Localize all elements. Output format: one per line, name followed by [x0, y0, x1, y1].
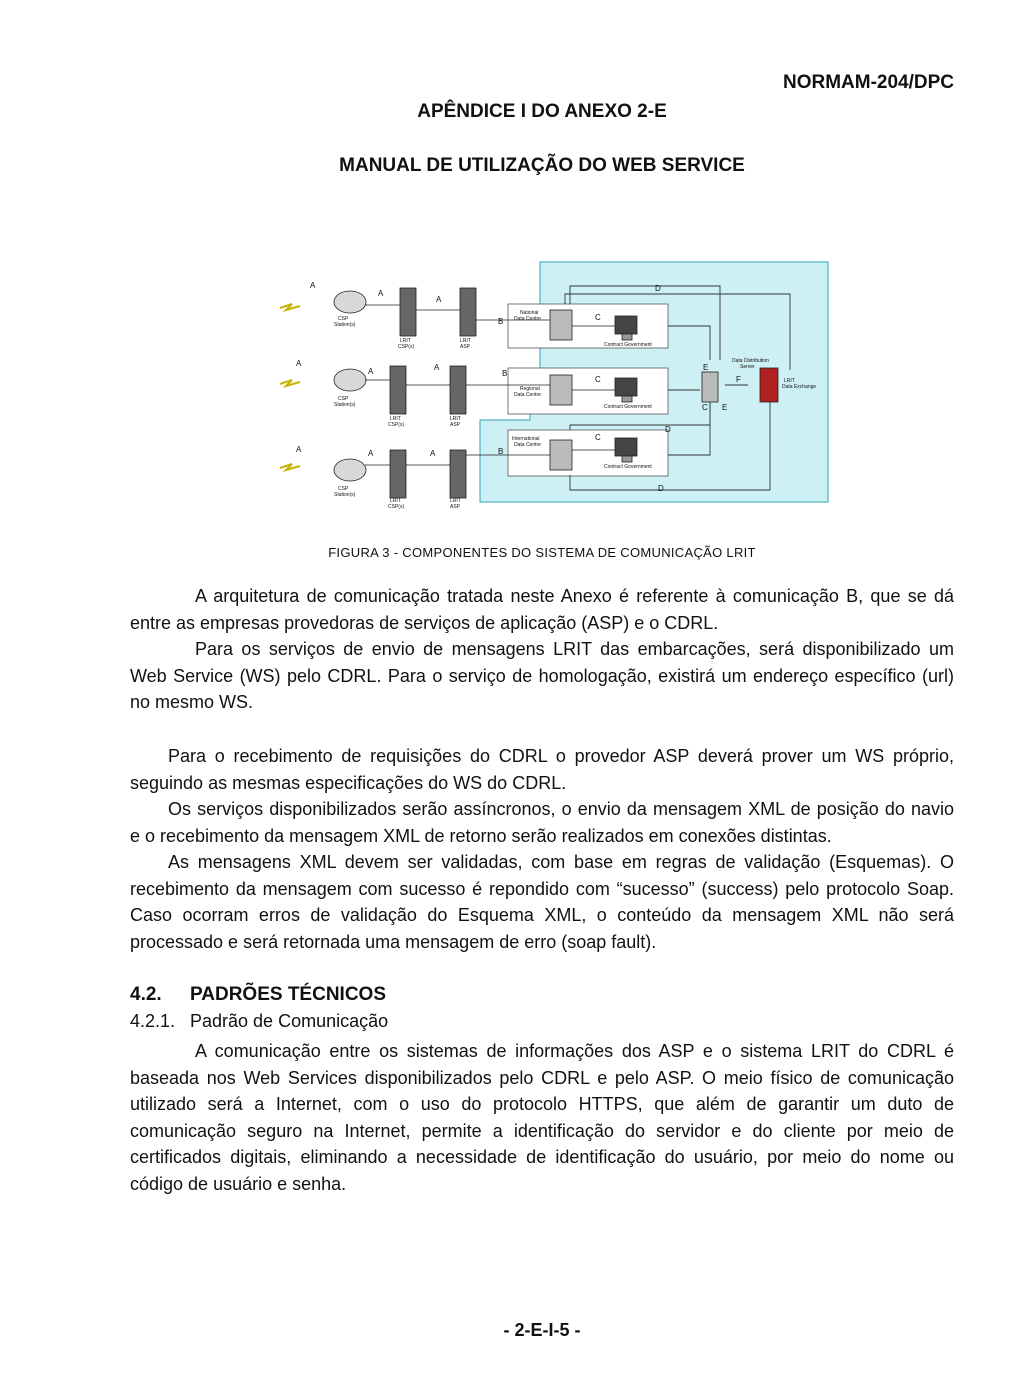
- lrit-csp-s-label-3: CSP(s): [388, 504, 405, 510]
- label-a-5: A: [368, 367, 374, 376]
- paragraph-2: Para os serviços de envio de mensagens LRIT das embarcações, será disponibilizado um Web Service (WS) pelo CDRL. Para o serviço de homologação, existirá um endereço específico (url) no mesmo WS.: [130, 639, 954, 712]
- label-a-6: A: [434, 363, 440, 372]
- section-number: 4.2.: [130, 984, 162, 1005]
- page-number: - 2-E-I-5 -: [503, 1320, 581, 1340]
- national-dc-label-2: Data Centre: [514, 316, 541, 322]
- regional-dc-label-2: Data Centre: [514, 392, 541, 398]
- ide-label-2: Data Exchange: [782, 384, 817, 390]
- international-dc-label-2: Data Centre: [514, 442, 541, 448]
- figure-caption: FIGURA 3 - COMPONENTES DO SISTEMA DE COMUNICAÇÃO LRIT: [328, 545, 756, 560]
- paragraph-block-3: [130, 1038, 954, 1197]
- lrit-csp-label-3: LRIT: [390, 498, 401, 504]
- regional-dc-label-1: Regional: [520, 386, 540, 392]
- label-d-3: D: [658, 484, 664, 493]
- lrit-asp-label-2: LRIT: [450, 416, 461, 422]
- contracting-gov-label-2: Contract Government: [604, 404, 652, 410]
- lrit-csp-s-label-1: CSP(s): [398, 344, 415, 350]
- lrit-csp-label-2: LRIT: [390, 416, 401, 422]
- section-title: PADRÕES TÉCNICOS: [190, 984, 387, 1005]
- label-b-2: B: [502, 369, 508, 378]
- label-a-1: A: [310, 281, 316, 290]
- asp-label-1: ASP: [460, 344, 471, 350]
- international-dc-label-1: International: [512, 436, 540, 442]
- lrit-asp-label-1: LRIT: [460, 338, 471, 344]
- label-c-4: C: [702, 403, 708, 412]
- dds-label-1: Data Distribution: [732, 358, 769, 364]
- label-a-4: A: [296, 359, 302, 368]
- label-c-2: C: [595, 375, 601, 384]
- csp-stations-label-3: Station(s): [334, 492, 356, 498]
- label-e-1: E: [703, 363, 709, 372]
- label-d-2: D: [665, 425, 671, 434]
- paragraph-1: A arquitetura de comunicação tratada neste Anexo é referente à comunicação B, que se dá entre as empresas provedoras de serviços de aplicação (ASP) e o CDRL.: [130, 586, 954, 633]
- label-b-3: B: [498, 447, 504, 456]
- paragraph-5: As mensagens XML devem ser validadas, com base em regras de validação (Esquemas). O recebimento da mensagem com sucesso é repondido com “sucesso” (success) pelo protocolo Soap. Caso ocorram erros de validação do Esquema XML, o conteúdo da mensagem XML não será processado e será retornada uma mensagem de erro (soap fault).: [130, 852, 954, 952]
- label-f: F: [736, 375, 741, 384]
- csp-stations-label-1: Station(s): [334, 322, 356, 328]
- csp-label-2: CSP: [338, 396, 349, 402]
- lrit-csp-s-label-2: CSP(s): [388, 422, 405, 428]
- subsection-title: Padrão de Comunicação: [190, 1011, 389, 1031]
- appendix-title: APÊNDICE I DO ANEXO 2-E: [417, 101, 667, 122]
- lrit-asp-label-3: LRIT: [450, 498, 461, 504]
- data-distribution-server: [702, 372, 718, 402]
- dds-label-2: Server: [740, 364, 755, 370]
- contracting-gov-label-3: Contract Government: [604, 464, 652, 470]
- label-a-3: A: [436, 295, 442, 304]
- paragraph-3: Para o recebimento de requisições do CDRL o provedor ASP deverá prover um WS próprio, seguindo as mesmas especificações do WS do CDRL.: [130, 746, 954, 793]
- section-heading: [130, 984, 386, 1006]
- label-e-2: E: [722, 403, 728, 412]
- label-a-9: A: [430, 449, 436, 458]
- csp-label-1: CSP: [338, 316, 349, 322]
- ide-label-1: LRIT: [784, 378, 795, 384]
- paragraph-6: A comunicação entre os sistemas de informações dos ASP e o sistema LRIT do CDRL é baseada nos Web Services disponibilizados pelo CDRL e pelo ASP. O meio físico de comunicação utilizado será a Internet, com o uso do protocolo HTTPS, que além de garantir um duto de comunicação seguro na Internet, permite a identificação do servidor e do cliente por meio de certificados digitais, eliminando a necessidade de identificação do usuário, por meio do nome ou código de usuário e senha.: [130, 1041, 954, 1194]
- label-c-3: C: [595, 433, 601, 442]
- lrit-system-diagram: [270, 260, 830, 510]
- label-c-1: C: [595, 313, 601, 322]
- national-dc-label-1: National: [520, 310, 539, 316]
- subsection-heading: [130, 1011, 388, 1032]
- paragraph-4: Os serviços disponibilizados serão assíncronos, o envio da mensagem XML de posição do navio e o recebimento da mensagem XML de retorno serão realizados em conexões distintas.: [130, 799, 954, 846]
- paragraph-block-1: [130, 583, 954, 716]
- document-code: NORMAM-204/DPC: [782, 72, 954, 93]
- asp-label-2: ASP: [450, 422, 461, 428]
- lrit-data-exchange: [760, 368, 778, 402]
- contracting-gov-label-1: Contract Government: [604, 342, 652, 348]
- label-a-2: A: [378, 289, 384, 298]
- label-a-7: A: [296, 445, 302, 454]
- paragraph-block-2: [130, 743, 954, 955]
- subsection-number: 4.2.1.: [130, 1011, 176, 1031]
- label-a-8: A: [368, 449, 374, 458]
- label-d-1: D: [655, 284, 661, 293]
- csp-stations-label-2: Station(s): [334, 402, 356, 408]
- csp-label-3: CSP: [338, 486, 349, 492]
- label-b-1: B: [498, 317, 504, 326]
- manual-title: MANUAL DE UTILIZAÇÃO DO WEB SERVICE: [339, 155, 745, 176]
- asp-label-3: ASP: [450, 504, 461, 510]
- lrit-csp-label-1: LRIT: [400, 338, 411, 344]
